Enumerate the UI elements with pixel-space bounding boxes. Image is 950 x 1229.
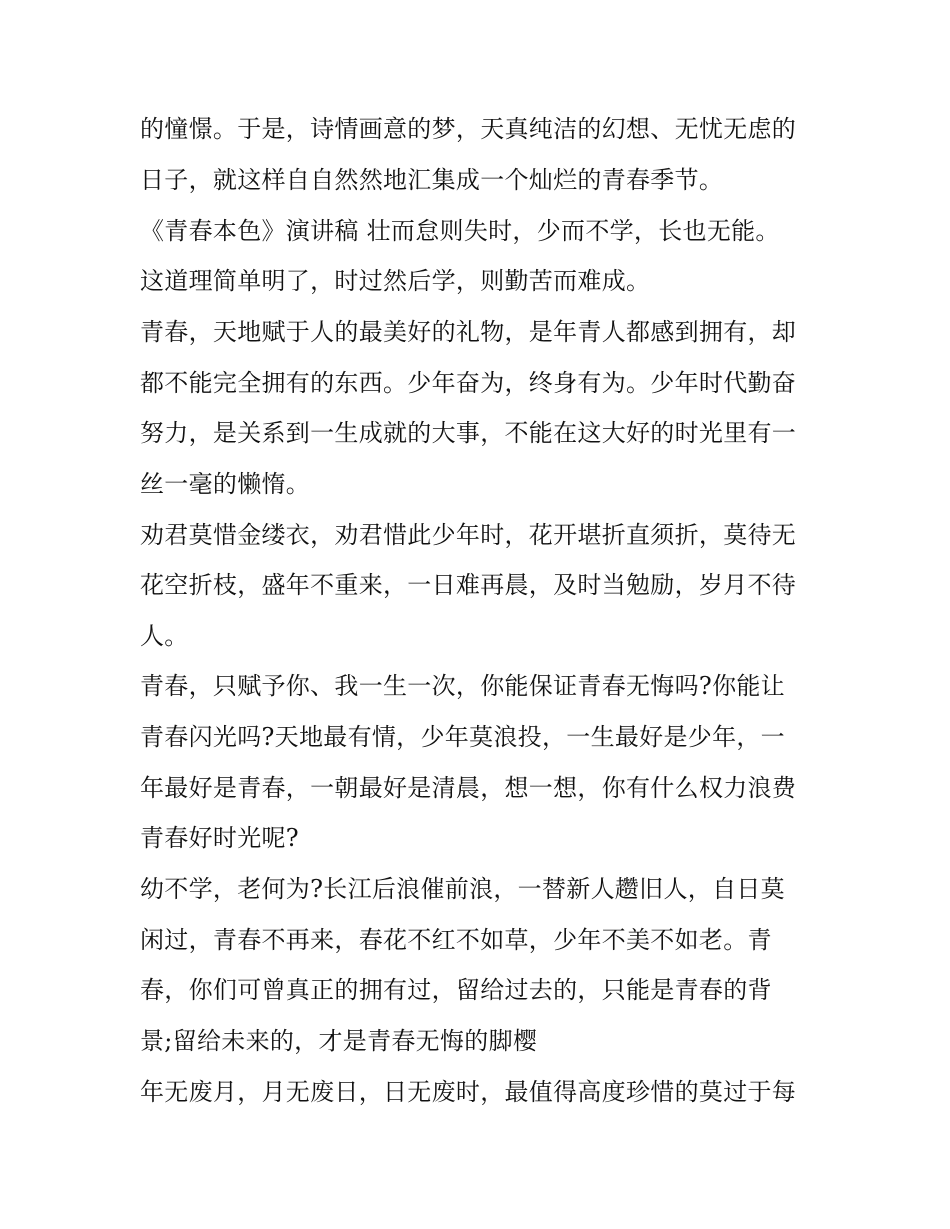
text-line: 都不能完全拥有的东西。少年奋为，终身有为。少年时代勤奋 [140,369,797,397]
text-line: 的憧憬。于是，诗情画意的梦，天真纯洁的幻想、无忧无虑的 [140,115,797,143]
text-line: 花空折枝，盛年不重来，一日难再晨，及时当勉励，岁月不待 [140,571,797,599]
text-line: 丝一毫的懒惰。 [140,470,311,498]
text-line: 年最好是青春，一朝最好是清晨，想一想，你有什么权力浪费 [140,774,797,802]
text-line: 努力，是关系到一生成就的大事，不能在这大好的时光里有一 [140,419,797,447]
text-line: 人。 [140,622,189,650]
text-line: 青春闪光吗?天地最有情，少年莫浪投，一生最好是少年，一 [140,723,785,751]
text-line: 青春好时光呢? [140,824,299,852]
text-line: 闲过，青春不再来，春花不红不如草，少年不美不如老。青 [140,926,772,954]
text-line: 幼不学，老何为?长江后浪催前浪，一替新人趱旧人，自日莫 [140,875,785,903]
text-line: 这道理简单明了，时过然后学，则勤苦而难成。 [140,267,651,295]
text-line: 青春，只赋予你、我一生一次，你能保证青春无悔吗?你能让 [140,672,785,700]
text-line: 《青春本色》演讲稿 壮而怠则失时，少而不学，长也无能。 [140,217,780,245]
text-line: 年无废月，月无废日，日无废时，最值得高度珍惜的莫过于每 [140,1078,797,1106]
text-line: 景;留给未来的，才是青春无悔的脚樱 [140,1027,538,1055]
text-line: 劝君莫惜金缕衣，劝君惜此少年时，花开堪折直须折，莫待无 [140,521,797,549]
text-line: 春，你们可曾真正的拥有过，留给过去的，只能是青春的背 [140,976,772,1004]
text-line: 青春，天地赋于人的最美好的礼物，是年青人都感到拥有，却 [140,318,797,346]
text-line: 日子，就这样自自然然地汇集成一个灿烂的青春季节。 [140,166,724,194]
